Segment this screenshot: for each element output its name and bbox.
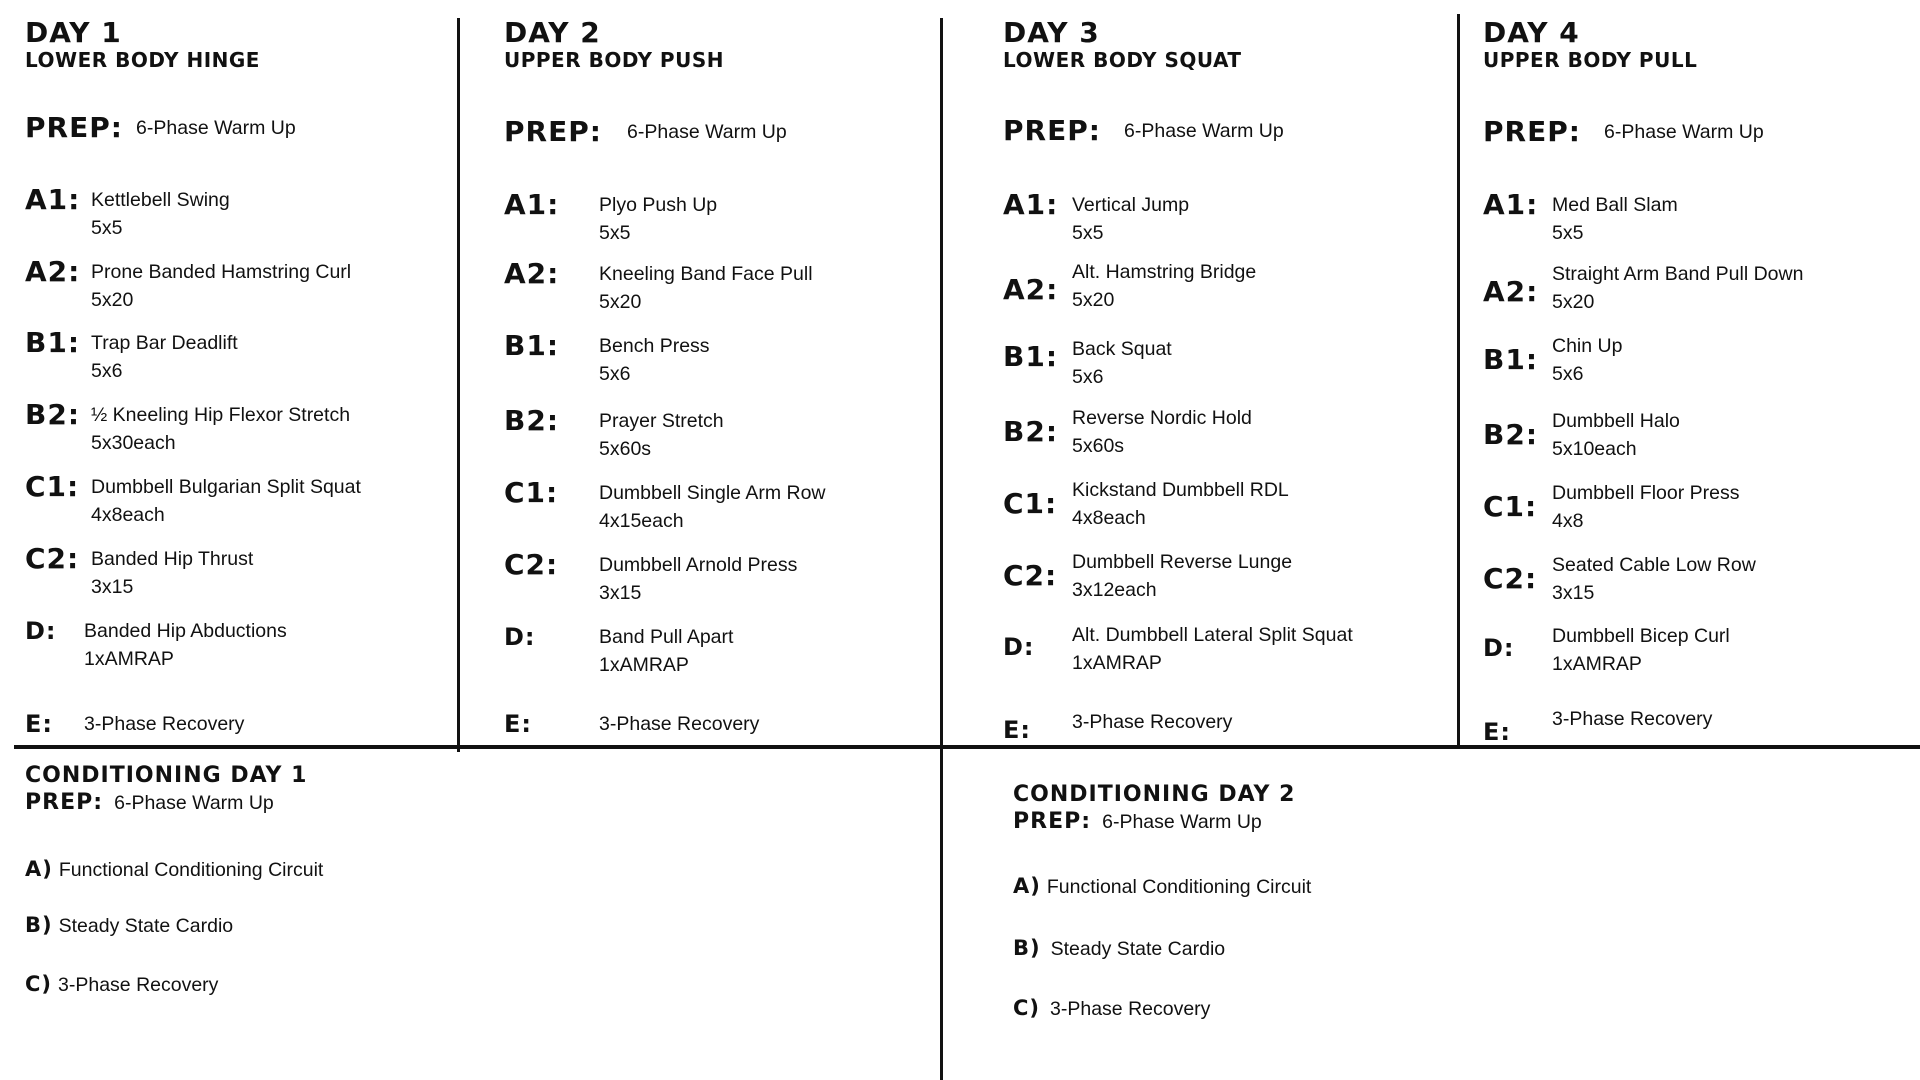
exercise-reps: 1xAMRAP	[84, 648, 174, 670]
day-subtitle: UPPER BODY PULL	[1483, 48, 1698, 72]
exercise-name: Alt. Hamstring Bridge	[1072, 261, 1257, 283]
exercise-code: D:	[25, 617, 57, 645]
exercise-name: Dumbbell Bulgarian Split Squat	[91, 476, 361, 498]
exercise-name: Banded Hip Abductions	[84, 620, 287, 642]
day-subtitle: UPPER BODY PUSH	[504, 48, 724, 72]
item-code: A)	[1013, 874, 1041, 898]
conditioning-item	[25, 970, 218, 999]
conditioning-title: CONDITIONING DAY 1	[25, 763, 308, 788]
exercise-reps: 5x6	[91, 360, 123, 382]
exercise-code: C1:	[504, 476, 559, 509]
exercise-code: C1:	[25, 470, 80, 503]
conditioning-title: CONDITIONING DAY 2	[1013, 782, 1296, 807]
exercise-name: Dumbbell Reverse Lunge	[1072, 551, 1293, 573]
item-text: Functional Conditioning Circuit	[58, 859, 324, 881]
exercise-code: A2:	[25, 255, 81, 288]
column-divider-2	[940, 18, 943, 1080]
prep-row	[25, 111, 296, 144]
day-title: DAY 1	[25, 16, 122, 49]
exercise-code: C2:	[1483, 562, 1538, 595]
exercise-name: Kneeling Band Face Pull	[599, 263, 813, 285]
exercise-name: Dumbbell Arnold Press	[599, 554, 798, 576]
exercise-name: ½ Kneeling Hip Flexor Stretch	[91, 404, 351, 426]
prep-row	[1003, 114, 1284, 147]
exercise-code: D:	[1003, 633, 1035, 661]
exercise-name: Seated Cable Low Row	[1552, 554, 1756, 576]
exercise-name: Dumbbell Bicep Curl	[1552, 625, 1730, 647]
prep-text: 6-Phase Warm Up	[627, 121, 787, 143]
exercise-reps: 1xAMRAP	[599, 654, 689, 676]
conditioning-day-1	[25, 763, 825, 1023]
exercise-reps: 5x60s	[599, 438, 652, 460]
day-column-2	[504, 16, 944, 738]
exercise-code: B2:	[504, 404, 560, 437]
exercise-name: Banded Hip Thrust	[91, 548, 254, 570]
day-column-3	[1003, 16, 1443, 744]
day-subtitle: LOWER BODY HINGE	[25, 48, 260, 72]
item-code: C)	[25, 972, 53, 996]
exercise-reps: 5x6	[1072, 366, 1104, 388]
item-code: B)	[25, 913, 53, 937]
item-code: B)	[1013, 936, 1041, 960]
item-text: Functional Conditioning Circuit	[1046, 876, 1312, 898]
exercise-reps: 4x15each	[599, 510, 684, 532]
exercise-code: E:	[1483, 718, 1511, 746]
exercise-reps: 5x20	[91, 289, 134, 311]
exercise-name: Kickstand Dumbbell RDL	[1072, 479, 1289, 501]
exercise-name: Dumbbell Single Arm Row	[599, 482, 826, 504]
exercise-name: 3-Phase Recovery	[1552, 708, 1713, 730]
prep-text: 6-Phase Warm Up	[114, 792, 274, 814]
day-title: DAY 2	[504, 16, 601, 49]
day-subtitle: LOWER BODY SQUAT	[1003, 48, 1242, 72]
exercise-reps: 3x15	[599, 582, 642, 604]
exercise-name: Chin Up	[1552, 335, 1623, 357]
exercise-name: Reverse Nordic Hold	[1072, 407, 1252, 429]
exercise-code: C2:	[504, 548, 559, 581]
day-title: DAY 3	[1003, 16, 1100, 49]
exercise-reps: 5x20	[1552, 291, 1595, 313]
exercise-name: Back Squat	[1072, 338, 1172, 360]
exercise-code: B1:	[25, 326, 81, 359]
prep-label: PREP:	[1483, 115, 1581, 148]
exercise-code: B2:	[1483, 418, 1539, 451]
prep-label: PREP:	[1003, 114, 1101, 147]
exercise-code: A1:	[504, 188, 560, 221]
exercise-code: B2:	[1003, 415, 1059, 448]
exercise-code: B1:	[1483, 343, 1539, 376]
exercise-reps: 5x20	[1072, 289, 1115, 311]
conditioning-item	[25, 911, 233, 940]
exercise-code: D:	[504, 623, 536, 651]
exercise-code: C2:	[1003, 559, 1058, 592]
exercise-reps: 5x60s	[1072, 435, 1125, 457]
exercise-reps: 5x5	[599, 222, 631, 244]
prep-label: PREP:	[504, 115, 602, 148]
exercise-code: A1:	[1483, 188, 1539, 221]
item-text: 3-Phase Recovery	[58, 974, 219, 996]
exercise-reps: 5x10each	[1552, 438, 1637, 460]
exercise-reps: 4x8	[1552, 510, 1584, 532]
prep-text: 6-Phase Warm Up	[136, 117, 296, 139]
prep-text: 6-Phase Warm Up	[1604, 121, 1764, 143]
item-code: C)	[1013, 996, 1041, 1020]
day-column-4	[1483, 16, 1920, 746]
exercise-code: E:	[25, 710, 53, 738]
exercise-reps: 5x6	[599, 363, 631, 385]
column-divider-1	[457, 18, 460, 752]
exercise-reps: 4x8each	[91, 504, 165, 526]
exercise-code: B1:	[504, 329, 560, 362]
column-divider-3	[1457, 14, 1460, 747]
exercise-reps: 1xAMRAP	[1552, 653, 1642, 675]
exercise-code: B1:	[1003, 340, 1059, 373]
exercise-name: 3-Phase Recovery	[599, 713, 760, 735]
exercise-name: Med Ball Slam	[1552, 194, 1678, 216]
exercise-name: Alt. Dumbbell Lateral Split Squat	[1072, 624, 1353, 646]
exercise-code: E:	[504, 710, 532, 738]
exercise-name: Prone Banded Hamstring Curl	[91, 261, 352, 283]
exercise-code: C1:	[1003, 487, 1058, 520]
exercise-reps: 5x5	[1072, 222, 1104, 244]
item-text: 3-Phase Recovery	[1050, 998, 1211, 1020]
exercise-code: A2:	[1003, 273, 1059, 306]
exercise-code: D:	[1483, 634, 1515, 662]
prep-row	[1483, 115, 1764, 148]
item-text: Steady State Cardio	[58, 915, 234, 937]
day-column-1	[25, 16, 465, 738]
exercise-name: Dumbbell Halo	[1552, 410, 1680, 432]
exercise-name: Dumbbell Floor Press	[1552, 482, 1740, 504]
exercise-code: A1:	[25, 183, 81, 216]
prep-row	[25, 789, 825, 817]
exercise-name: Prayer Stretch	[599, 410, 724, 432]
conditioning-day-2	[1013, 782, 1813, 1042]
exercise-code: A2:	[504, 257, 560, 290]
prep-text: 6-Phase Warm Up	[1102, 811, 1262, 833]
item-text: Steady State Cardio	[1050, 938, 1226, 960]
prep-text: 6-Phase Warm Up	[1124, 120, 1284, 142]
exercise-reps: 3x15	[91, 576, 134, 598]
day-title: DAY 4	[1483, 16, 1580, 49]
conditioning-item	[1013, 994, 1210, 1023]
exercise-name: Trap Bar Deadlift	[91, 332, 238, 354]
exercise-reps: 4x8each	[1072, 507, 1146, 529]
exercise-reps: 5x5	[1552, 222, 1584, 244]
exercise-reps: 3x15	[1552, 582, 1595, 604]
exercise-code: C1:	[1483, 490, 1538, 523]
prep-label: PREP:	[25, 111, 123, 144]
exercise-code: A1:	[1003, 188, 1059, 221]
section-divider	[14, 745, 1920, 749]
exercise-name: 3-Phase Recovery	[84, 713, 245, 735]
prep-row	[504, 115, 787, 148]
exercise-reps: 3x12each	[1072, 579, 1157, 601]
exercise-name: Straight Arm Band Pull Down	[1552, 263, 1804, 285]
exercise-code: B2:	[25, 398, 81, 431]
exercise-code: A2:	[1483, 275, 1539, 308]
prep-label: PREP:	[25, 790, 104, 815]
exercise-name: 3-Phase Recovery	[1072, 711, 1233, 733]
conditioning-item	[25, 855, 323, 884]
conditioning-item	[1013, 872, 1311, 901]
conditioning-item	[1013, 934, 1225, 963]
exercise-code: E:	[1003, 716, 1031, 744]
exercise-name: Plyo Push Up	[599, 194, 718, 216]
exercise-reps: 1xAMRAP	[1072, 652, 1162, 674]
exercise-reps: 5x30each	[91, 432, 176, 454]
exercise-name: Bench Press	[599, 335, 710, 357]
item-code: A)	[25, 857, 53, 881]
exercise-code: C2:	[25, 542, 80, 575]
prep-label: PREP:	[1013, 809, 1092, 834]
exercise-name: Kettlebell Swing	[91, 189, 230, 211]
exercise-reps: 5x20	[599, 291, 642, 313]
prep-row	[1013, 808, 1813, 836]
exercise-name: Vertical Jump	[1072, 194, 1190, 216]
exercise-reps: 5x5	[91, 217, 123, 239]
exercise-name: Band Pull Apart	[599, 626, 734, 648]
exercise-reps: 5x6	[1552, 363, 1584, 385]
